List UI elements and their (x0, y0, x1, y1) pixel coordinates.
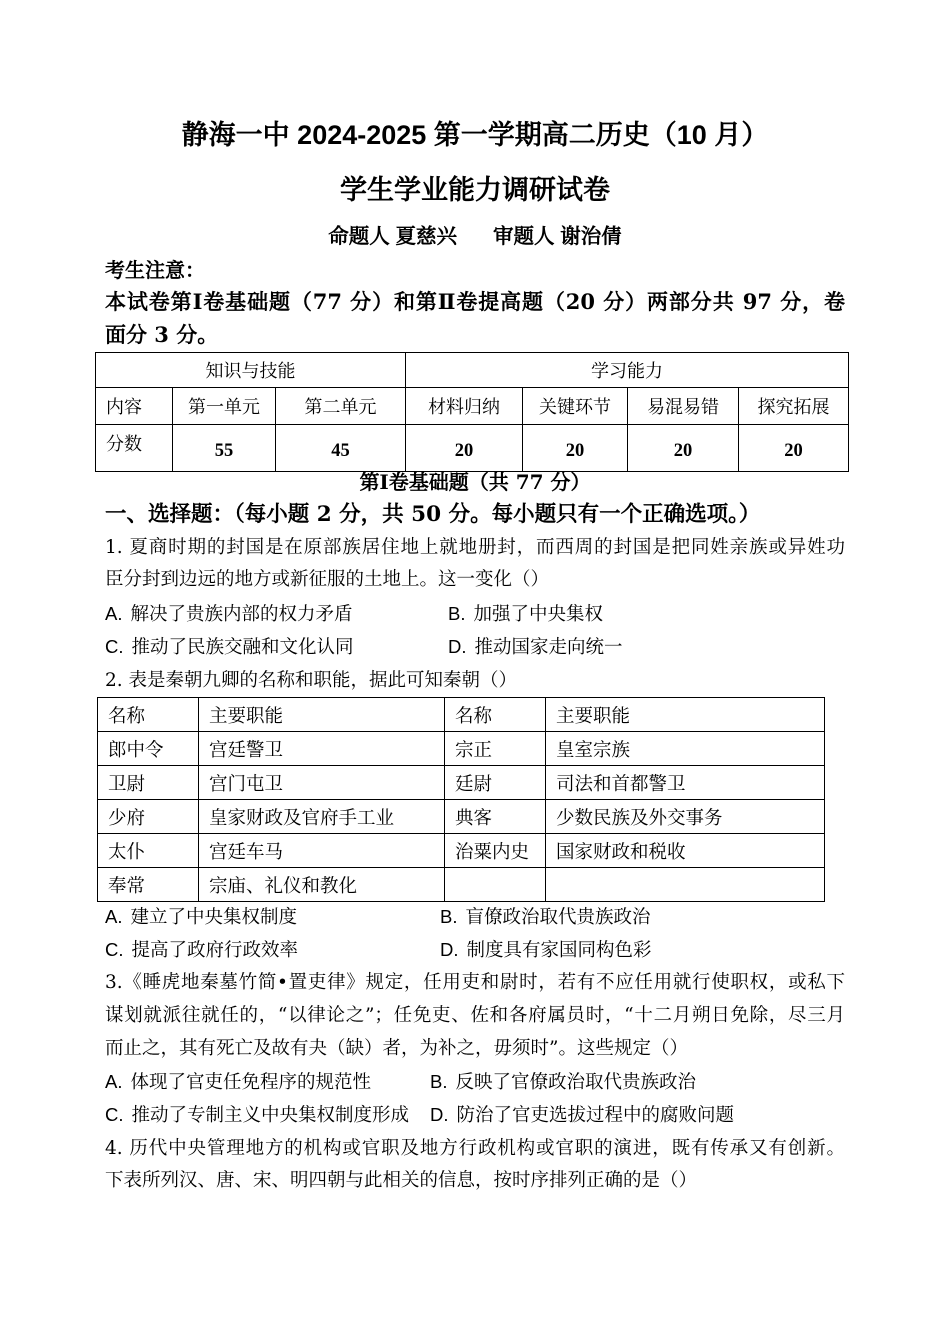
option-label: B. (448, 603, 466, 624)
option-b (448, 597, 603, 630)
question-3-stem: 3.《睡虎地秦墓竹简•置吏律》规定，任用吏和尉时，若有不应任用就行使职权，或私下 (105, 972, 845, 993)
table-cell: 皇室宗族 (546, 732, 825, 766)
score-label: 分数 (96, 425, 173, 472)
option-text: 盲僚政治取代贵族政治 (465, 907, 651, 928)
option-c (105, 1098, 409, 1131)
option-text: 推动了专制主义中央集权制度形成 (131, 1105, 410, 1126)
question-2-stem: 2. 表是秦朝九卿的名称和职能，据此可知秦朝（） (105, 670, 518, 691)
table-header-row (98, 698, 825, 732)
option-text: 推动国家走向统一 (474, 637, 623, 658)
table-cell: 太仆 (98, 834, 199, 868)
part1-heading: 第Ⅰ卷基础题（共 77 分） (359, 470, 591, 494)
option-text: 加强了中央集权 (473, 604, 603, 625)
question-3-stem: 而止之，其有死亡及故有夬（缺）者，为补之，毋须时”。这些规定（） (105, 1038, 688, 1059)
option-label: A. (105, 906, 123, 927)
content-cell: 探究拓展 (739, 388, 849, 425)
option-text: 防治了官吏选拔过程中的腐败问题 (456, 1105, 735, 1126)
content-label: 内容 (96, 388, 173, 425)
option-label: B. (430, 1071, 448, 1092)
table-cell: 卫尉 (98, 766, 199, 800)
table-cell: 典客 (445, 800, 546, 834)
option-d (430, 1098, 734, 1131)
table-row (98, 766, 825, 800)
option-text: 体现了官吏任免程序的规范性 (130, 1072, 371, 1093)
table-cell: 宗正 (445, 732, 546, 766)
notice-line: 面分 3 分。 (105, 322, 219, 347)
option-b (440, 900, 651, 933)
notice-heading: 考生注意： (105, 258, 205, 282)
table-row (98, 800, 825, 834)
question-4-stem: 下表所列汉、唐、宋、明四朝与此相关的信息，按时序排列正确的是（） (105, 1170, 698, 1191)
option-label: C. (105, 939, 124, 960)
score-cell: 45 (276, 425, 406, 472)
option-label: C. (105, 1104, 124, 1125)
content-cell: 易混易错 (628, 388, 739, 425)
empty-cell (445, 868, 546, 902)
table-cell: 郎中令 (98, 732, 199, 766)
score-cell: 20 (523, 425, 628, 472)
option-a (105, 900, 297, 933)
table-cell: 治粟内史 (445, 834, 546, 868)
content-cell: 关键环节 (523, 388, 628, 425)
group-learning-ability: 学习能力 (406, 353, 849, 388)
option-d (448, 630, 623, 663)
notice-line: 本试卷第Ⅰ卷基础题（77 分）和第Ⅱ卷提高题（20 分）两部分共 97 分，卷 (105, 289, 845, 314)
proposer: 命题人 夏慈兴 (328, 225, 457, 248)
author-line (0, 222, 950, 252)
table-cell: 宫廷车马 (199, 834, 445, 868)
option-text: 提高了政府行政效率 (131, 940, 299, 961)
table-row (96, 425, 849, 472)
table-row (96, 353, 849, 388)
score-cell: 20 (739, 425, 849, 472)
option-label: D. (440, 939, 459, 960)
header-cell: 主要职能 (546, 698, 825, 732)
option-text: 反映了官僚政治取代贵族政治 (455, 1072, 696, 1093)
table-cell: 国家财政和税收 (546, 834, 825, 868)
table-row (98, 834, 825, 868)
score-distribution-table (95, 352, 849, 472)
table-row (98, 868, 825, 902)
header-cell: 名称 (98, 698, 199, 732)
option-c (105, 630, 354, 663)
table-row (96, 388, 849, 425)
exam-title: 静海一中 2024-2025 第一学期高二历史（10 月） (181, 120, 769, 150)
table-cell: 宫门屯卫 (199, 766, 445, 800)
option-label: A. (105, 603, 123, 624)
question-1-stem: 臣分封到边远的地方或新征服的土地上。这一变化（） (105, 569, 550, 590)
question-1-stem: 1. 夏商时期的封国是在原部族居住地上就地册封，而西周的封国是把同姓亲族或异姓功 (105, 537, 845, 558)
score-cell: 20 (628, 425, 739, 472)
question-4-stem: 4. 历代中央管理地方的机构或官职及地方行政机构或官职的演进，既有传承又有创新。 (105, 1138, 845, 1159)
option-a (105, 1065, 371, 1098)
table-cell: 奉常 (98, 868, 199, 902)
table-cell: 少府 (98, 800, 199, 834)
option-d (440, 933, 652, 966)
option-label: A. (105, 1071, 123, 1092)
option-text: 制度具有家国同构色彩 (466, 940, 652, 961)
section-heading: 一、选择题：（每小题 2 分，共 50 分。每小题只有一个正确选项。） (105, 502, 761, 527)
option-label: D. (448, 636, 467, 657)
table-row (98, 732, 825, 766)
option-c (105, 933, 298, 966)
table-cell: 司法和首都警卫 (546, 766, 825, 800)
content-cell: 第一单元 (173, 388, 276, 425)
content-cell: 材料归纳 (406, 388, 523, 425)
option-text: 建立了中央集权制度 (130, 907, 297, 928)
empty-cell (546, 868, 825, 902)
table-cell: 廷尉 (445, 766, 546, 800)
score-cell: 55 (173, 425, 276, 472)
option-text: 推动了民族交融和文化认同 (131, 637, 354, 658)
table-cell: 宫廷警卫 (199, 732, 445, 766)
group-knowledge-skills: 知识与技能 (96, 353, 406, 388)
header-cell: 名称 (445, 698, 546, 732)
header-cell: 主要职能 (199, 698, 445, 732)
score-cell: 20 (406, 425, 523, 472)
option-label: C. (105, 636, 124, 657)
option-a (105, 597, 353, 630)
table-cell: 少数民族及外交事务 (546, 800, 825, 834)
question-3-stem: 谋划就派往就任的，“以律论之”；任免吏、佐和各府属员时，“十二月朔日免除，尽三月 (105, 1005, 845, 1026)
content-cell: 第二单元 (276, 388, 406, 425)
option-b (430, 1065, 696, 1098)
reviewer: 审题人 谢治倩 (493, 225, 622, 248)
option-label: D. (430, 1104, 449, 1125)
table-cell: 宗庙、礼仪和教化 (199, 868, 445, 902)
option-label: B. (440, 906, 458, 927)
exam-subtitle: 学生学业能力调研试卷 (340, 175, 610, 205)
table-cell: 皇家财政及官府手工业 (199, 800, 445, 834)
nine-ministers-table (97, 697, 825, 902)
option-text: 解决了贵族内部的权力矛盾 (130, 604, 353, 625)
